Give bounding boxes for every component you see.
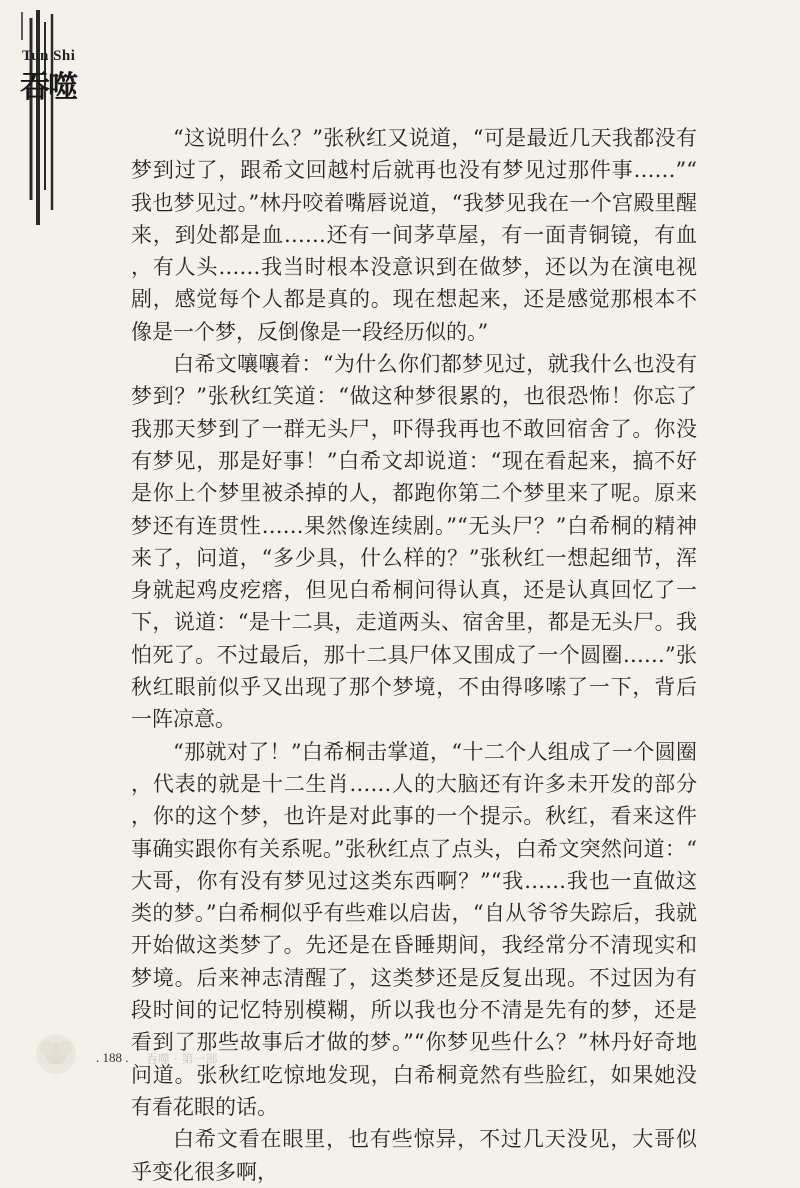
logo-cjk-text: 吞噬 — [20, 70, 76, 105]
header-logo — [0, 0, 110, 230]
paragraph: “那就对了！”白希桐击掌道，“十二个人组成了一个圆圈，代表的就是十二生肖……人的大脑还有许多未开发的部分，你的这个梦，也许是对此事的一个提示。秋红，看来这件事确实跟你有关系呢。”张秋红点了点头，白希文突然问道：“大哥，你有没有梦见过这类东西啊？”“我……我也一直做这类的梦。”白希桐似乎有些难以启齿，“自从爷爷失踪后，我就开始做这类梦了。先还是在昏睡期间，我经常分不清现实和梦境。后来神志清醒了，这类梦还是反复出现。不过因为有段时间的记忆特别模糊，所以我也分不清是先有的梦，还是看到了那些故事后才做的梦。”“你梦见些什么？”林丹好奇地问道。张秋红吃惊地发现，白希桐竟然有些脸红，如果她没有看花眼的话。 — [131, 739, 697, 1119]
paragraph: 白希文看在眼里，也有些惊异，不过几天没见，大哥似乎变化很多啊， — [131, 1127, 697, 1184]
running-footer-text: 吞噬 · 第一部 — [146, 1052, 218, 1066]
paragraph: “这说明什么？”张秋红又说道，“可是最近几天我都没有梦到过了，跟希文回越村后就再也没有梦见过那件事……”“我也梦见过。”林丹咬着嘴唇说道，“我梦见我在一个宫殿里醒来，到处都是血……还有一间茅草屋，有一面青铜镜，有血，有人头……我当时根本没意识到在做梦，还以为在演电视剧，感觉每个人都是真的。现在想起来，还是感觉那根本不像是一个梦，反倒像是一段经历似的。” — [131, 126, 697, 344]
page-number: . 188 . — [96, 1050, 129, 1065]
flower-ornament-icon — [28, 1022, 88, 1082]
vertical-bars-decoration — [0, 0, 110, 230]
page-footer — [28, 1022, 428, 1082]
logo-latin-text: Tun Shi — [22, 48, 76, 64]
paragraph: 白希文嚷嚷着：“为什么你们都梦见过，就我什么也没有梦到？”张秋红笑道：“做这种梦很累的，也很恐怖！你忘了我那天梦到了一群无头尸，吓得我再也不敢回宿舍了。你没有梦见，那是好事！”白希文却说道：“现在看起来，搞不好是你上个梦里被杀掉的人，都跑你第二个梦里来了呢。原来梦还有连贯性……果然像连续剧。”“无头尸？”白希桐的精神来了，问道，“多少具，什么样的？”张秋红一想起细节，浑身就起鸡皮疙瘩，但见白希桐问得认真，还是认真回忆了一下，说道：“是十二具，走道两头、宿舍里，都是无头尸。我怕死了。不过最后，那十二具尸体又围成了一个圆圈……”张秋红眼前似乎又出现了那个梦境，不由得哆嗦了一下，背后一阵凉意。 — [131, 352, 697, 732]
